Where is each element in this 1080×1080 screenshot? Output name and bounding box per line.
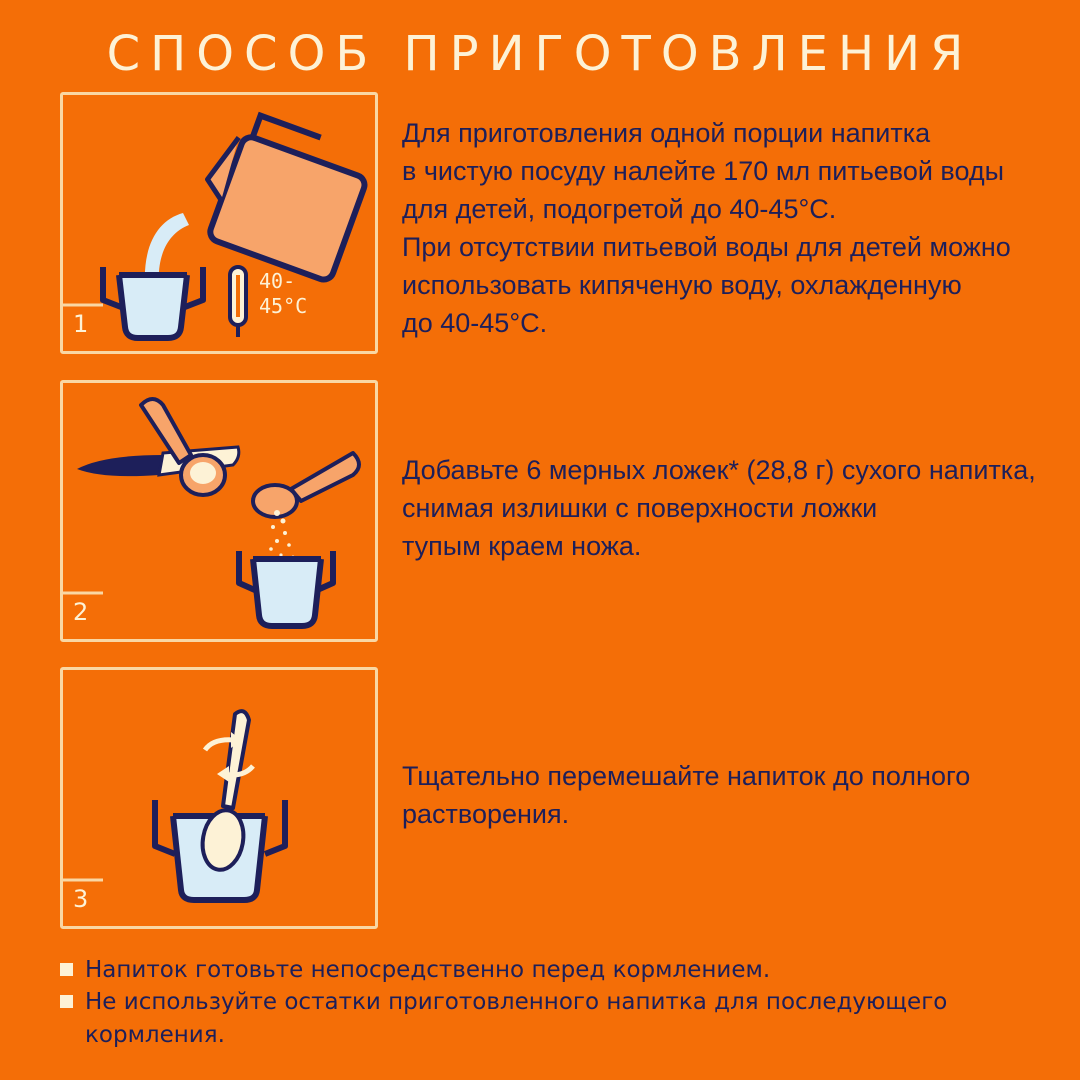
note-continuation [60, 1020, 1040, 1051]
step-number: 1 [73, 310, 89, 338]
pour-water-illustration [63, 95, 381, 357]
note-item [60, 987, 1040, 1018]
bullet-icon [60, 963, 73, 976]
note-text: Напиток готовьте непосредственно перед кормлением. [85, 957, 771, 983]
pouring-spoon-icon [253, 453, 359, 517]
step-3-panel [60, 667, 378, 929]
note-text: Не используйте остатки приготовленного напитка для последующего [85, 989, 948, 1015]
measure-powder-illustration [63, 383, 381, 645]
temperature-label-line2: 45°C [259, 294, 308, 318]
step-2-text: Добавьте 6 мерных ложек* (28,8 г) сухого напитка, снимая излишки с поверхности ложки тупым краем ножа. [402, 455, 1036, 561]
step-2-panel [60, 380, 378, 642]
bullet-icon [60, 995, 73, 1008]
note-text: кормления. [85, 1022, 225, 1048]
step-1-panel [60, 92, 378, 354]
step-number: 3 [73, 885, 89, 913]
temperature-label-line1: 40- [259, 269, 296, 293]
step-3-text: Тщательно перемешайте напиток до полного растворения. [402, 761, 971, 829]
page-title: СПОСОБ ПРИГОТОВЛЕНИЯ [106, 26, 974, 82]
cup-handle-right [265, 800, 285, 854]
step-1-text: Для приготовления одной порции напитка в чистую посуду налейте 170 мл питьевой воды для детей, подогретой до 40-45°С. При отсутствии питьевой воды для детей можно использовать кипяченую воду, охлажденную до 40-45°С. [402, 118, 1011, 338]
stir-illustration [63, 670, 381, 932]
step-number: 2 [73, 598, 89, 626]
jug-icon [189, 106, 375, 282]
measuring-spoon-icon [141, 399, 225, 495]
note-item [60, 955, 1040, 986]
thermometer-icon [230, 267, 246, 337]
cup-icon [119, 275, 187, 338]
stirring-spoon-icon [198, 711, 249, 873]
cup-icon [253, 559, 321, 626]
